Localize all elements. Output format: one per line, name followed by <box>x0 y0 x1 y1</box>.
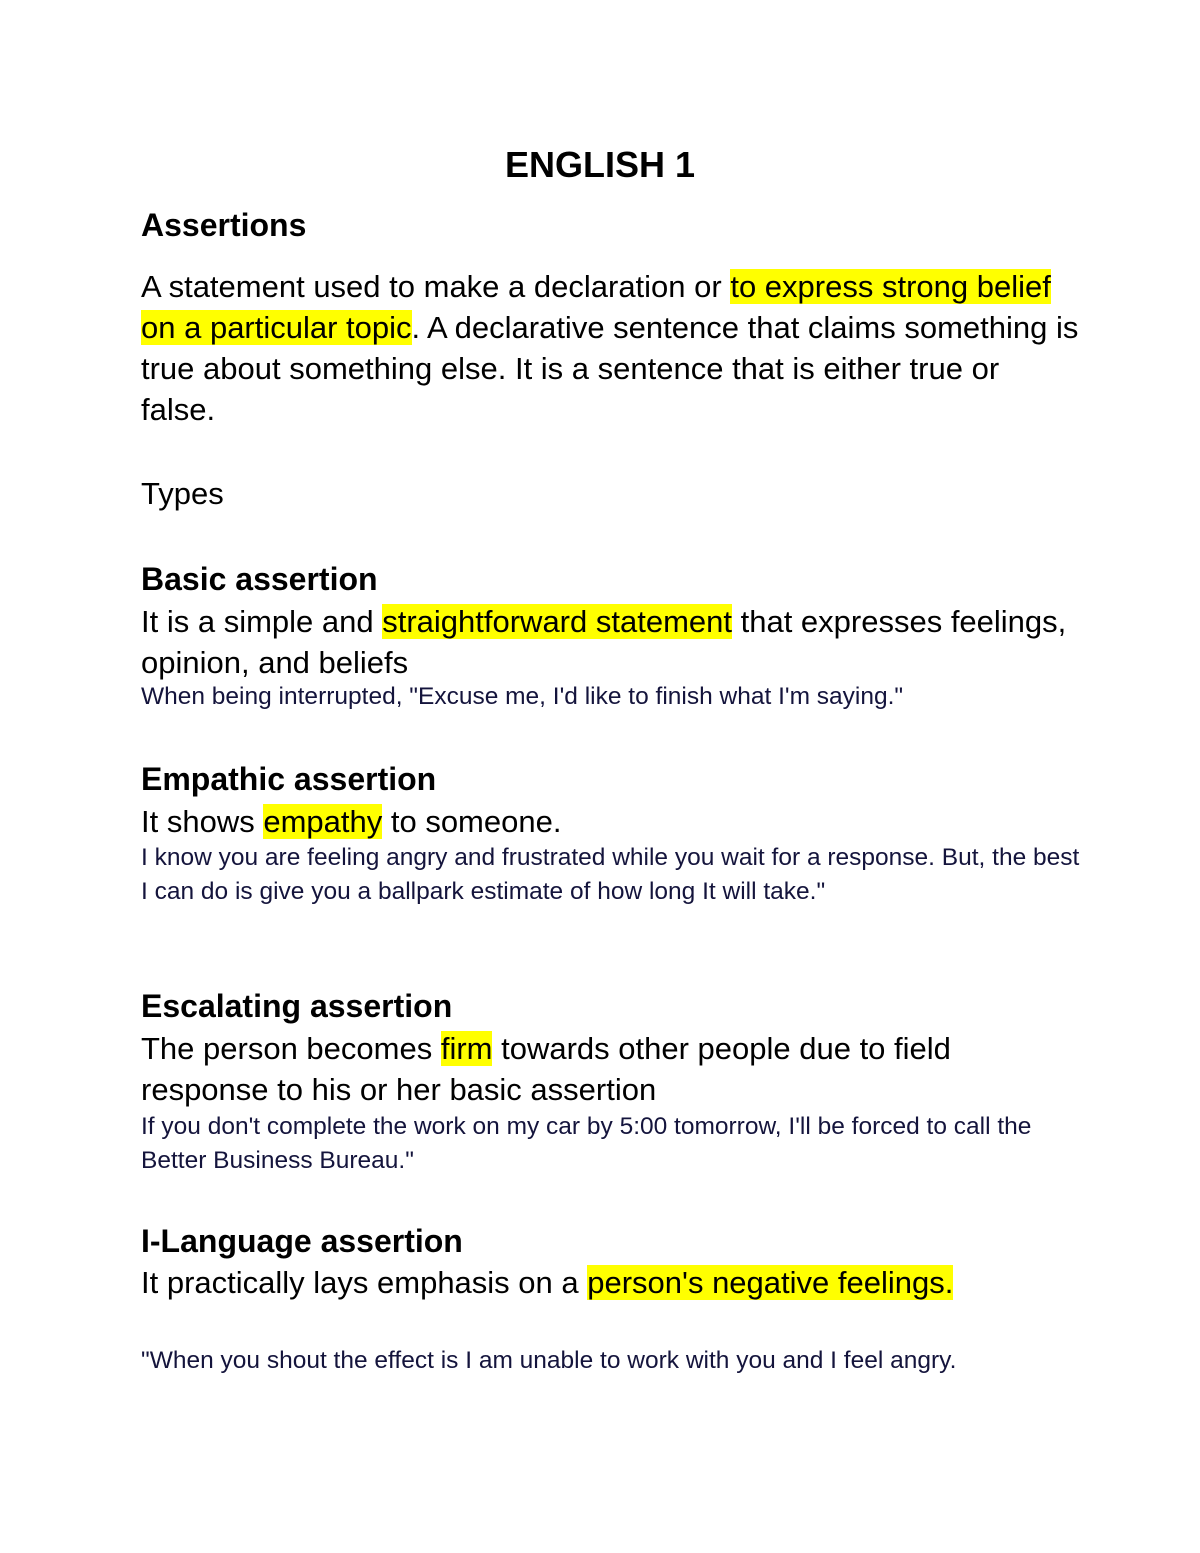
type-description-text: to someone. <box>382 804 562 839</box>
definition-highlight: to express strong belief on a particular topic <box>141 269 1051 345</box>
type-description-text: towards other people due to field response to his or her basic assertion <box>141 1031 951 1107</box>
type-heading-basic: Basic assertion <box>141 561 378 597</box>
type-description-highlight: firm <box>440 1031 493 1066</box>
type-description-escalating <box>141 1028 1081 1110</box>
type-heading-i-language: I-Language assertion <box>141 1223 463 1259</box>
type-example-escalating: If you don't complete the work on my car by 5:00 tomorrow, I'll be forced to call the Better Business Bureau." <box>141 1113 1032 1174</box>
type-description-text: The person becomes <box>141 1031 441 1066</box>
type-description-text: that expresses feelings, opinion, and beliefs <box>141 604 1067 680</box>
type-description-highlight: person's negative feelings. <box>587 1265 954 1300</box>
type-example-basic: When being interrupted, "Excuse me, I'd like to finish what I'm saying." <box>141 683 904 710</box>
type-heading-empathic: Empathic assertion <box>141 761 437 797</box>
type-description-basic <box>141 601 1081 683</box>
definition-text-continued: . A declarative sentence that claims something is true about something else. It is a sentence that is either true or false. <box>141 310 1079 427</box>
type-description-text: It is a simple and <box>141 604 383 639</box>
definition-paragraph <box>141 266 1081 430</box>
definition-text: A statement used to make a declaration or <box>141 269 731 304</box>
type-description-text: It practically lays emphasis on a <box>141 1265 588 1300</box>
section-heading: Assertions <box>141 207 307 243</box>
document-title: ENGLISH 1 <box>504 144 696 185</box>
type-description-i-language <box>141 1262 1081 1303</box>
type-heading-escalating: Escalating assertion <box>141 988 453 1024</box>
type-description-empathic <box>141 801 1081 842</box>
type-description-highlight: straightforward statement <box>382 604 732 639</box>
type-example-empathic: I know you are feeling angry and frustrated while you wait for a response. But, the best I can do is give you a ballpark estimate of how long It will take." <box>141 844 1080 905</box>
types-label: Types <box>141 476 224 511</box>
type-example-i-language: "When you shout the effect is I am unable to work with you and I feel angry. <box>141 1347 957 1374</box>
type-description-highlight: empathy <box>263 804 383 839</box>
type-description-text: It shows <box>141 804 264 839</box>
